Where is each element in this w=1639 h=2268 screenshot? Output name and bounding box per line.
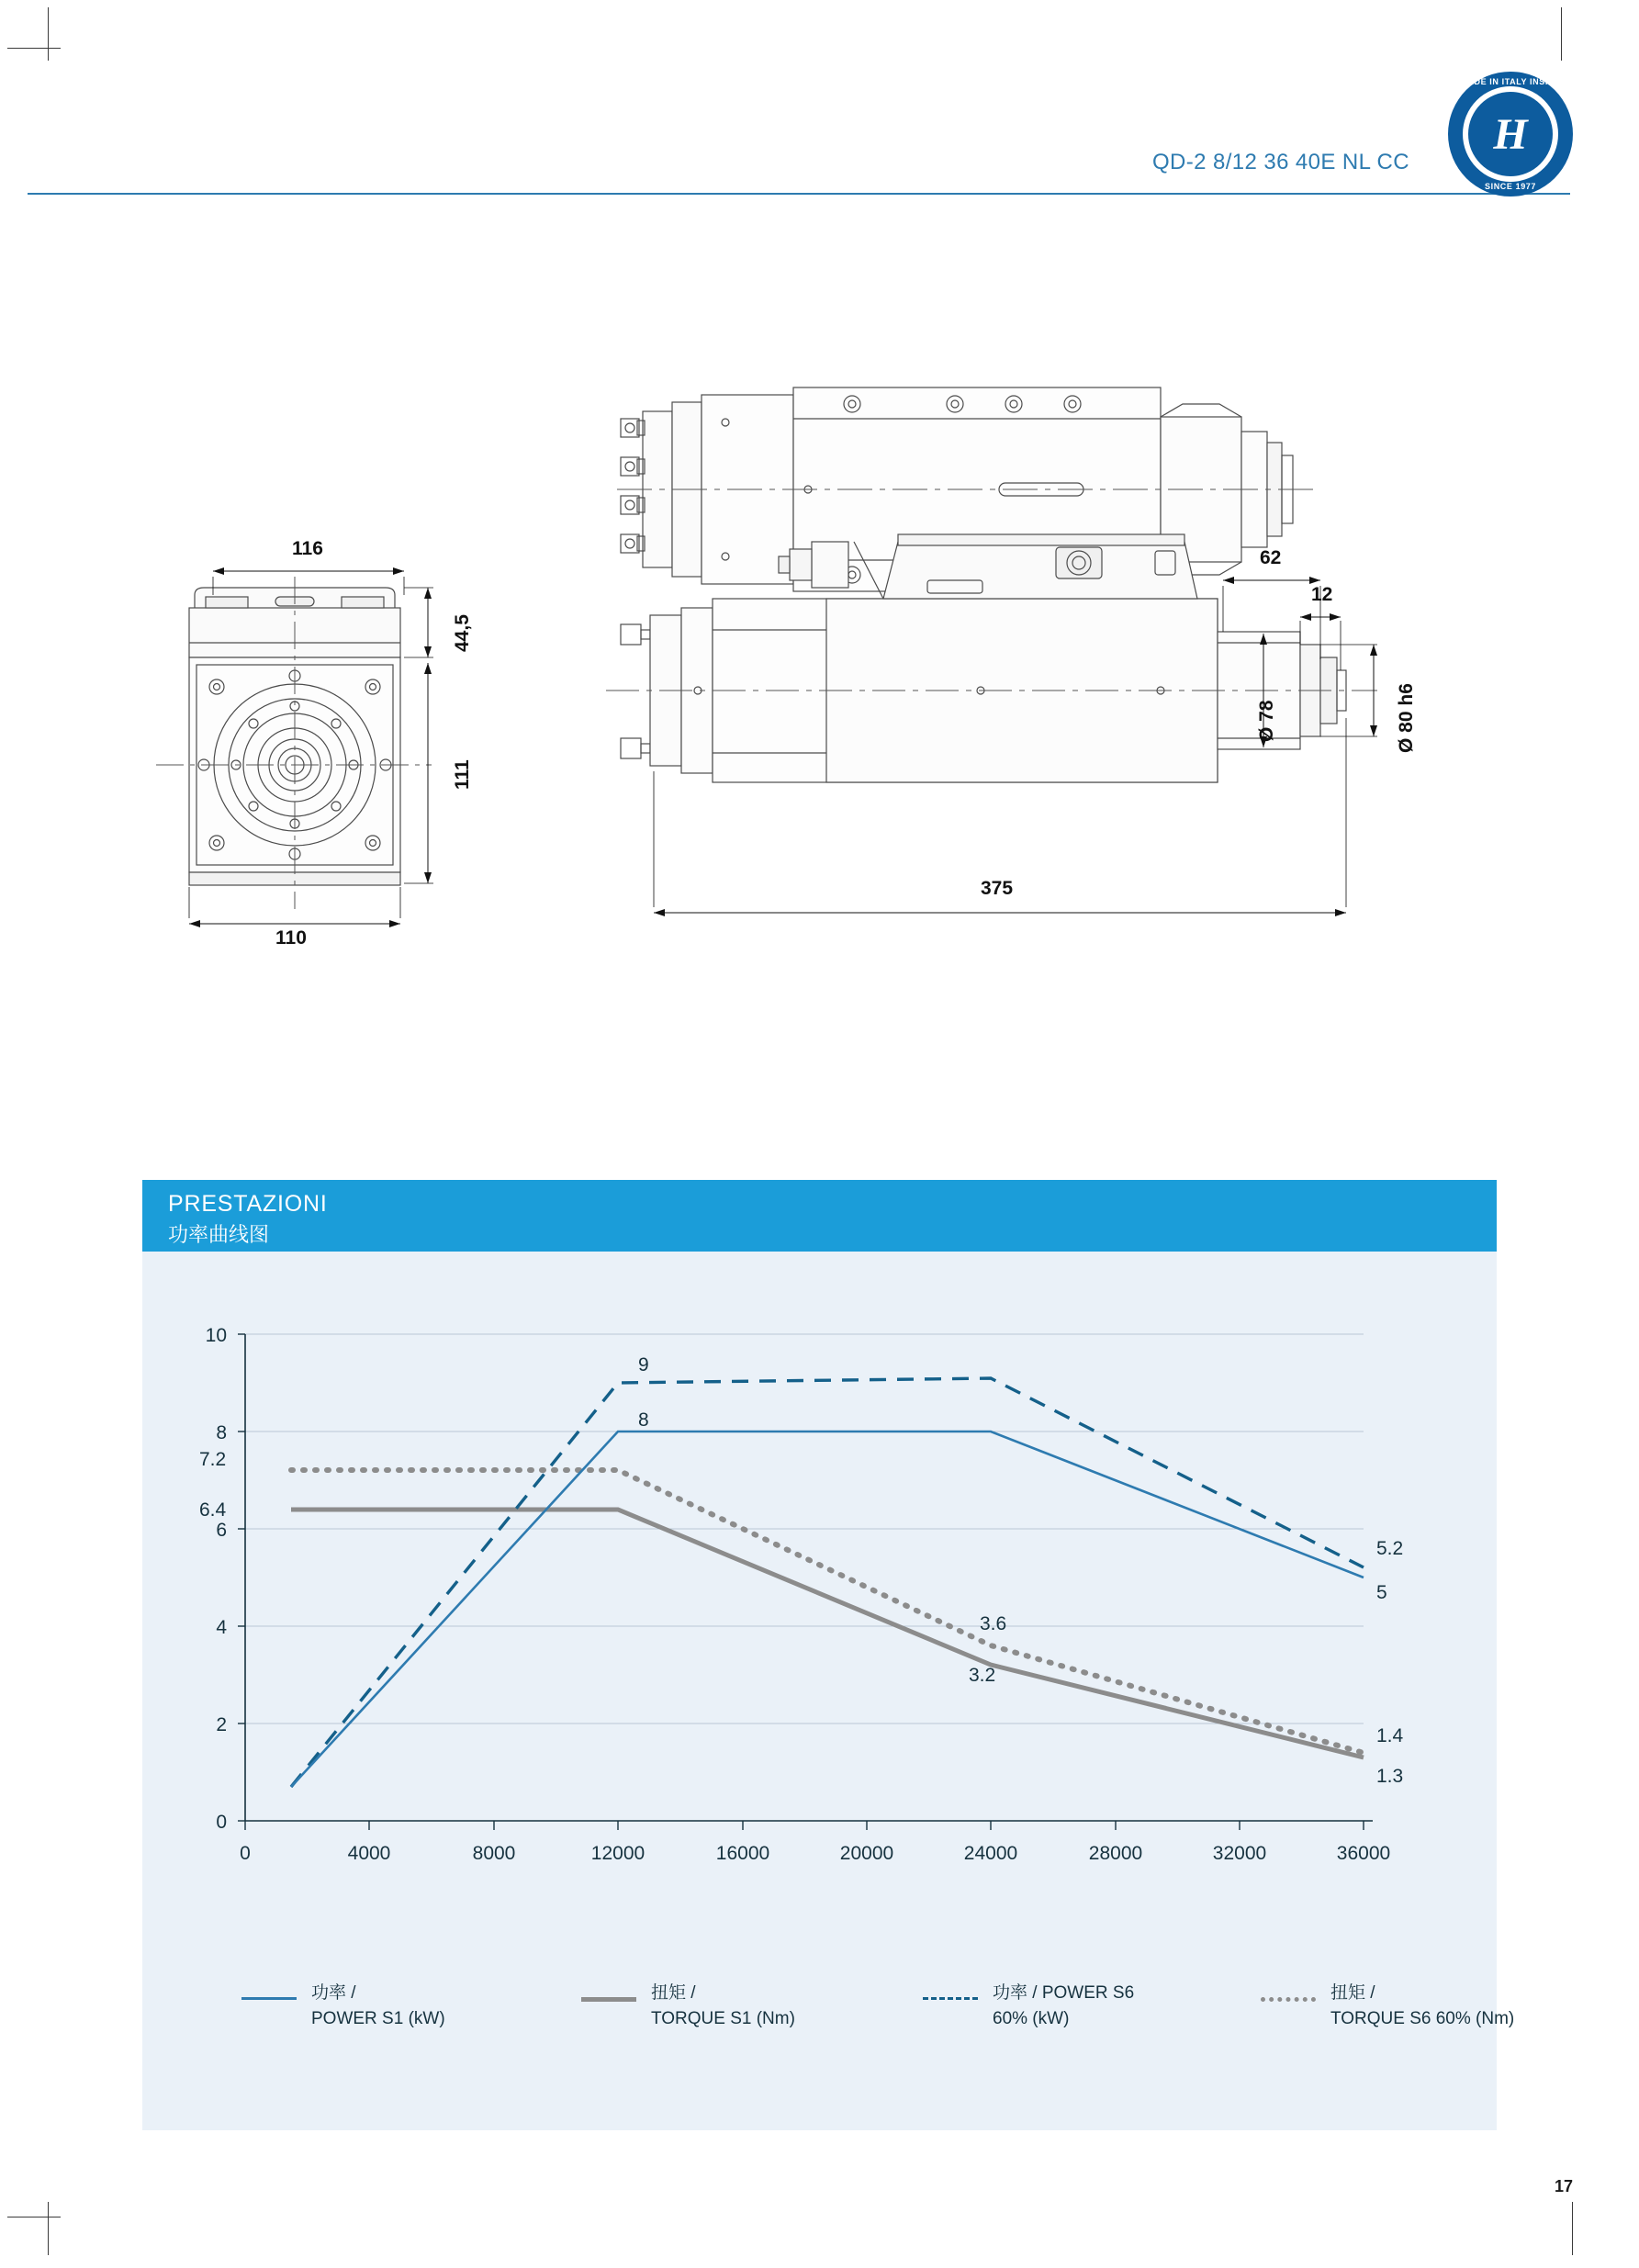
- performance-title-it: PRESTAZIONI: [168, 1191, 328, 1217]
- legend-label-torque-s1-line2: TORQUE S1 (Nm): [651, 2009, 795, 2028]
- crop-mark-br-v: [1572, 2202, 1573, 2255]
- legend-label-torque-s6-line1: 扭矩 /: [1330, 1983, 1375, 2003]
- svg-text:6.4: 6.4: [199, 1499, 227, 1521]
- page-title: QD-2 8/12 36 40E NL CC: [1151, 150, 1409, 174]
- dim-side-nose-length: 62: [1260, 547, 1282, 568]
- chart-x-ticks: [240, 1843, 1390, 1864]
- chart-legend: [197, 1977, 1515, 2060]
- svg-text:9: 9: [638, 1354, 649, 1375]
- legend-label-torque-s6-line2: TORQUE S6 60% (Nm): [1330, 2009, 1515, 2028]
- svg-text:1.4: 1.4: [1376, 1725, 1404, 1746]
- svg-text:2: 2: [216, 1714, 227, 1735]
- chart-gridlines: [245, 1334, 1364, 1723]
- svg-text:3.2: 3.2: [969, 1665, 996, 1686]
- series-power-s6: [291, 1378, 1364, 1787]
- svg-text:4000: 4000: [347, 1843, 391, 1864]
- dim-side-diameter-80: Ø 80 h6: [1396, 683, 1417, 753]
- svg-text:20000: 20000: [839, 1843, 894, 1864]
- crop-mark-tl-h: [7, 48, 61, 49]
- legend-label-torque-s1-line1: 扭矩 /: [651, 1983, 696, 2003]
- svg-text:10: 10: [205, 1325, 227, 1346]
- svg-text:8: 8: [638, 1409, 649, 1431]
- legend-item-power-s6: [923, 1977, 1198, 2050]
- performance-header: [142, 1180, 1497, 1252]
- legend-item-torque-s1: [581, 1977, 857, 2050]
- svg-text:0: 0: [240, 1843, 251, 1864]
- svg-text:5.2: 5.2: [1376, 1538, 1404, 1559]
- performance-title-zh: 功率曲线图: [168, 1223, 270, 1246]
- crop-mark-tr-v: [1561, 7, 1562, 61]
- crop-mark-bl-v: [48, 2202, 49, 2255]
- legend-item-torque-s6: [1261, 1977, 1536, 2050]
- legend-swatch-torque-s1: [581, 1997, 636, 2002]
- front-view-drawing: [156, 577, 432, 909]
- series-torque-s1: [291, 1510, 1364, 1757]
- seal-h-logo: H: [1493, 109, 1528, 159]
- dim-front-width-top: 116: [292, 538, 323, 559]
- svg-text:3.6: 3.6: [980, 1613, 1007, 1634]
- svg-text:24000: 24000: [963, 1843, 1018, 1864]
- svg-text:8000: 8000: [472, 1843, 516, 1864]
- svg-text:6: 6: [216, 1520, 227, 1541]
- legend-label-power-s1-line1: 功率 /: [311, 1983, 356, 2003]
- dim-side-length: 375: [981, 878, 1014, 899]
- legend-item-power-s1: [241, 1977, 517, 2050]
- svg-text:1.3: 1.3: [1376, 1766, 1404, 1787]
- performance-chart: [142, 1252, 1515, 2130]
- svg-text:7.2: 7.2: [199, 1449, 227, 1470]
- svg-text:28000: 28000: [1088, 1843, 1143, 1864]
- svg-text:8: 8: [216, 1422, 227, 1443]
- legend-label-power-s6-line2: 60% (kW): [993, 2009, 1070, 2028]
- chart-y-ticks: [206, 1325, 228, 1833]
- header-rule: [28, 193, 1570, 195]
- seal-top-text: MADE IN ITALY INSIDE: [1460, 77, 1561, 86]
- dim-front-height-main: 111: [452, 759, 473, 790]
- legend-swatch-power-s6: [923, 1997, 978, 2000]
- technical-drawings: [0, 367, 1639, 1093]
- drawings-svg: [0, 367, 1639, 1093]
- svg-text:4: 4: [216, 1617, 227, 1638]
- chart-axes: [245, 1334, 1373, 1821]
- svg-text:16000: 16000: [715, 1843, 770, 1864]
- performance-panel: [142, 1180, 1515, 2130]
- chart-svg: [142, 1252, 1497, 1949]
- crop-mark-tl-v: [48, 7, 49, 61]
- page-number: 17: [1554, 2177, 1573, 2195]
- dim-side-diameter-78: Ø 78: [1256, 700, 1277, 742]
- legend-swatch-power-s1: [241, 1997, 297, 2000]
- svg-text:36000: 36000: [1336, 1843, 1391, 1864]
- dim-front-width-bottom: 110: [275, 927, 307, 949]
- legend-swatch-torque-s6: [1261, 1997, 1316, 2002]
- svg-text:12000: 12000: [590, 1843, 645, 1864]
- legend-label-power-s6-line1: 功率 / POWER S6: [993, 1983, 1135, 2003]
- legend-label-power-s1-line2: POWER S1 (kW): [311, 2009, 445, 2028]
- svg-text:0: 0: [216, 1812, 227, 1833]
- svg-text:32000: 32000: [1212, 1843, 1267, 1864]
- svg-text:5: 5: [1376, 1582, 1387, 1603]
- dim-side-nose-step: 12: [1311, 584, 1333, 605]
- dim-front-height-small: 44,5: [452, 614, 473, 652]
- seal-bottom-text: SINCE 1977: [1484, 182, 1537, 191]
- made-in-italy-seal: [1448, 72, 1573, 196]
